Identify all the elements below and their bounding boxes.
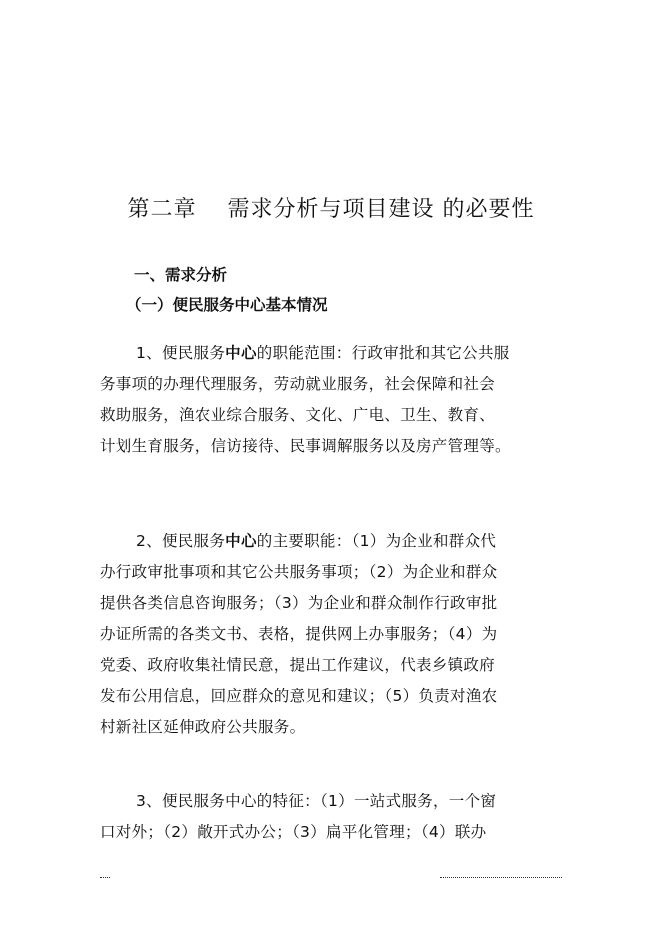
- footer-mark-left: [100, 877, 110, 879]
- paragraph-line: 口对外；（2）敞开式办公；（3）扁平化管理；（4）联办: [100, 823, 487, 841]
- paragraph-functions-scope: [100, 338, 562, 462]
- paragraph-main-functions: [100, 526, 562, 743]
- paragraph-line: 办行政审批事项和其它公共服务事项；（2）为企业和群众: [100, 563, 498, 581]
- paragraph-line: 3、便民服务中心的特征：（1）一站式服务，一个窗: [136, 792, 497, 810]
- paragraph-line: 办证所需的各类文书、表格，提供网上办事服务；（4）为: [100, 625, 498, 643]
- paragraph-characteristics: [100, 786, 562, 848]
- chapter-title: 第二章 需求分析与项目建设 的必要性: [127, 197, 535, 222]
- footer-mark-right: [440, 877, 562, 879]
- paragraph-line: 计划生育服务，信访接待、民事调解服务以及房产管理等。: [100, 437, 511, 455]
- paragraph-line: 党委、政府收集社情民意，提出工作建议，代表乡镇政府: [100, 656, 496, 674]
- paragraph-line: 提供各类信息咨询服务；（3）为企业和群众制作行政审批: [100, 594, 498, 612]
- subsection-heading-basic-info: （一）便民服务中心基本情况: [126, 296, 328, 314]
- paragraph-line: 救助服务，渔农业综合服务、文化、广电、卫生、教育、: [100, 406, 496, 424]
- paragraph-line: 1、便民服务中心的职能范围：行政审批和其它公共服: [136, 344, 510, 362]
- paragraph-line: 务事项的办理代理服务，劳动就业服务，社会保障和社会: [100, 375, 496, 393]
- section-heading-demand-analysis: 一、需求分析: [134, 266, 228, 284]
- paragraph-line: 村新社区延伸政府公共服务。: [100, 718, 306, 736]
- paragraph-line: 发布公用信息，回应群众的意见和建议；（5）负责对渔农: [100, 687, 498, 705]
- paragraph-line: 2、便民服务中心的主要职能：（1）为企业和群众代: [136, 532, 497, 550]
